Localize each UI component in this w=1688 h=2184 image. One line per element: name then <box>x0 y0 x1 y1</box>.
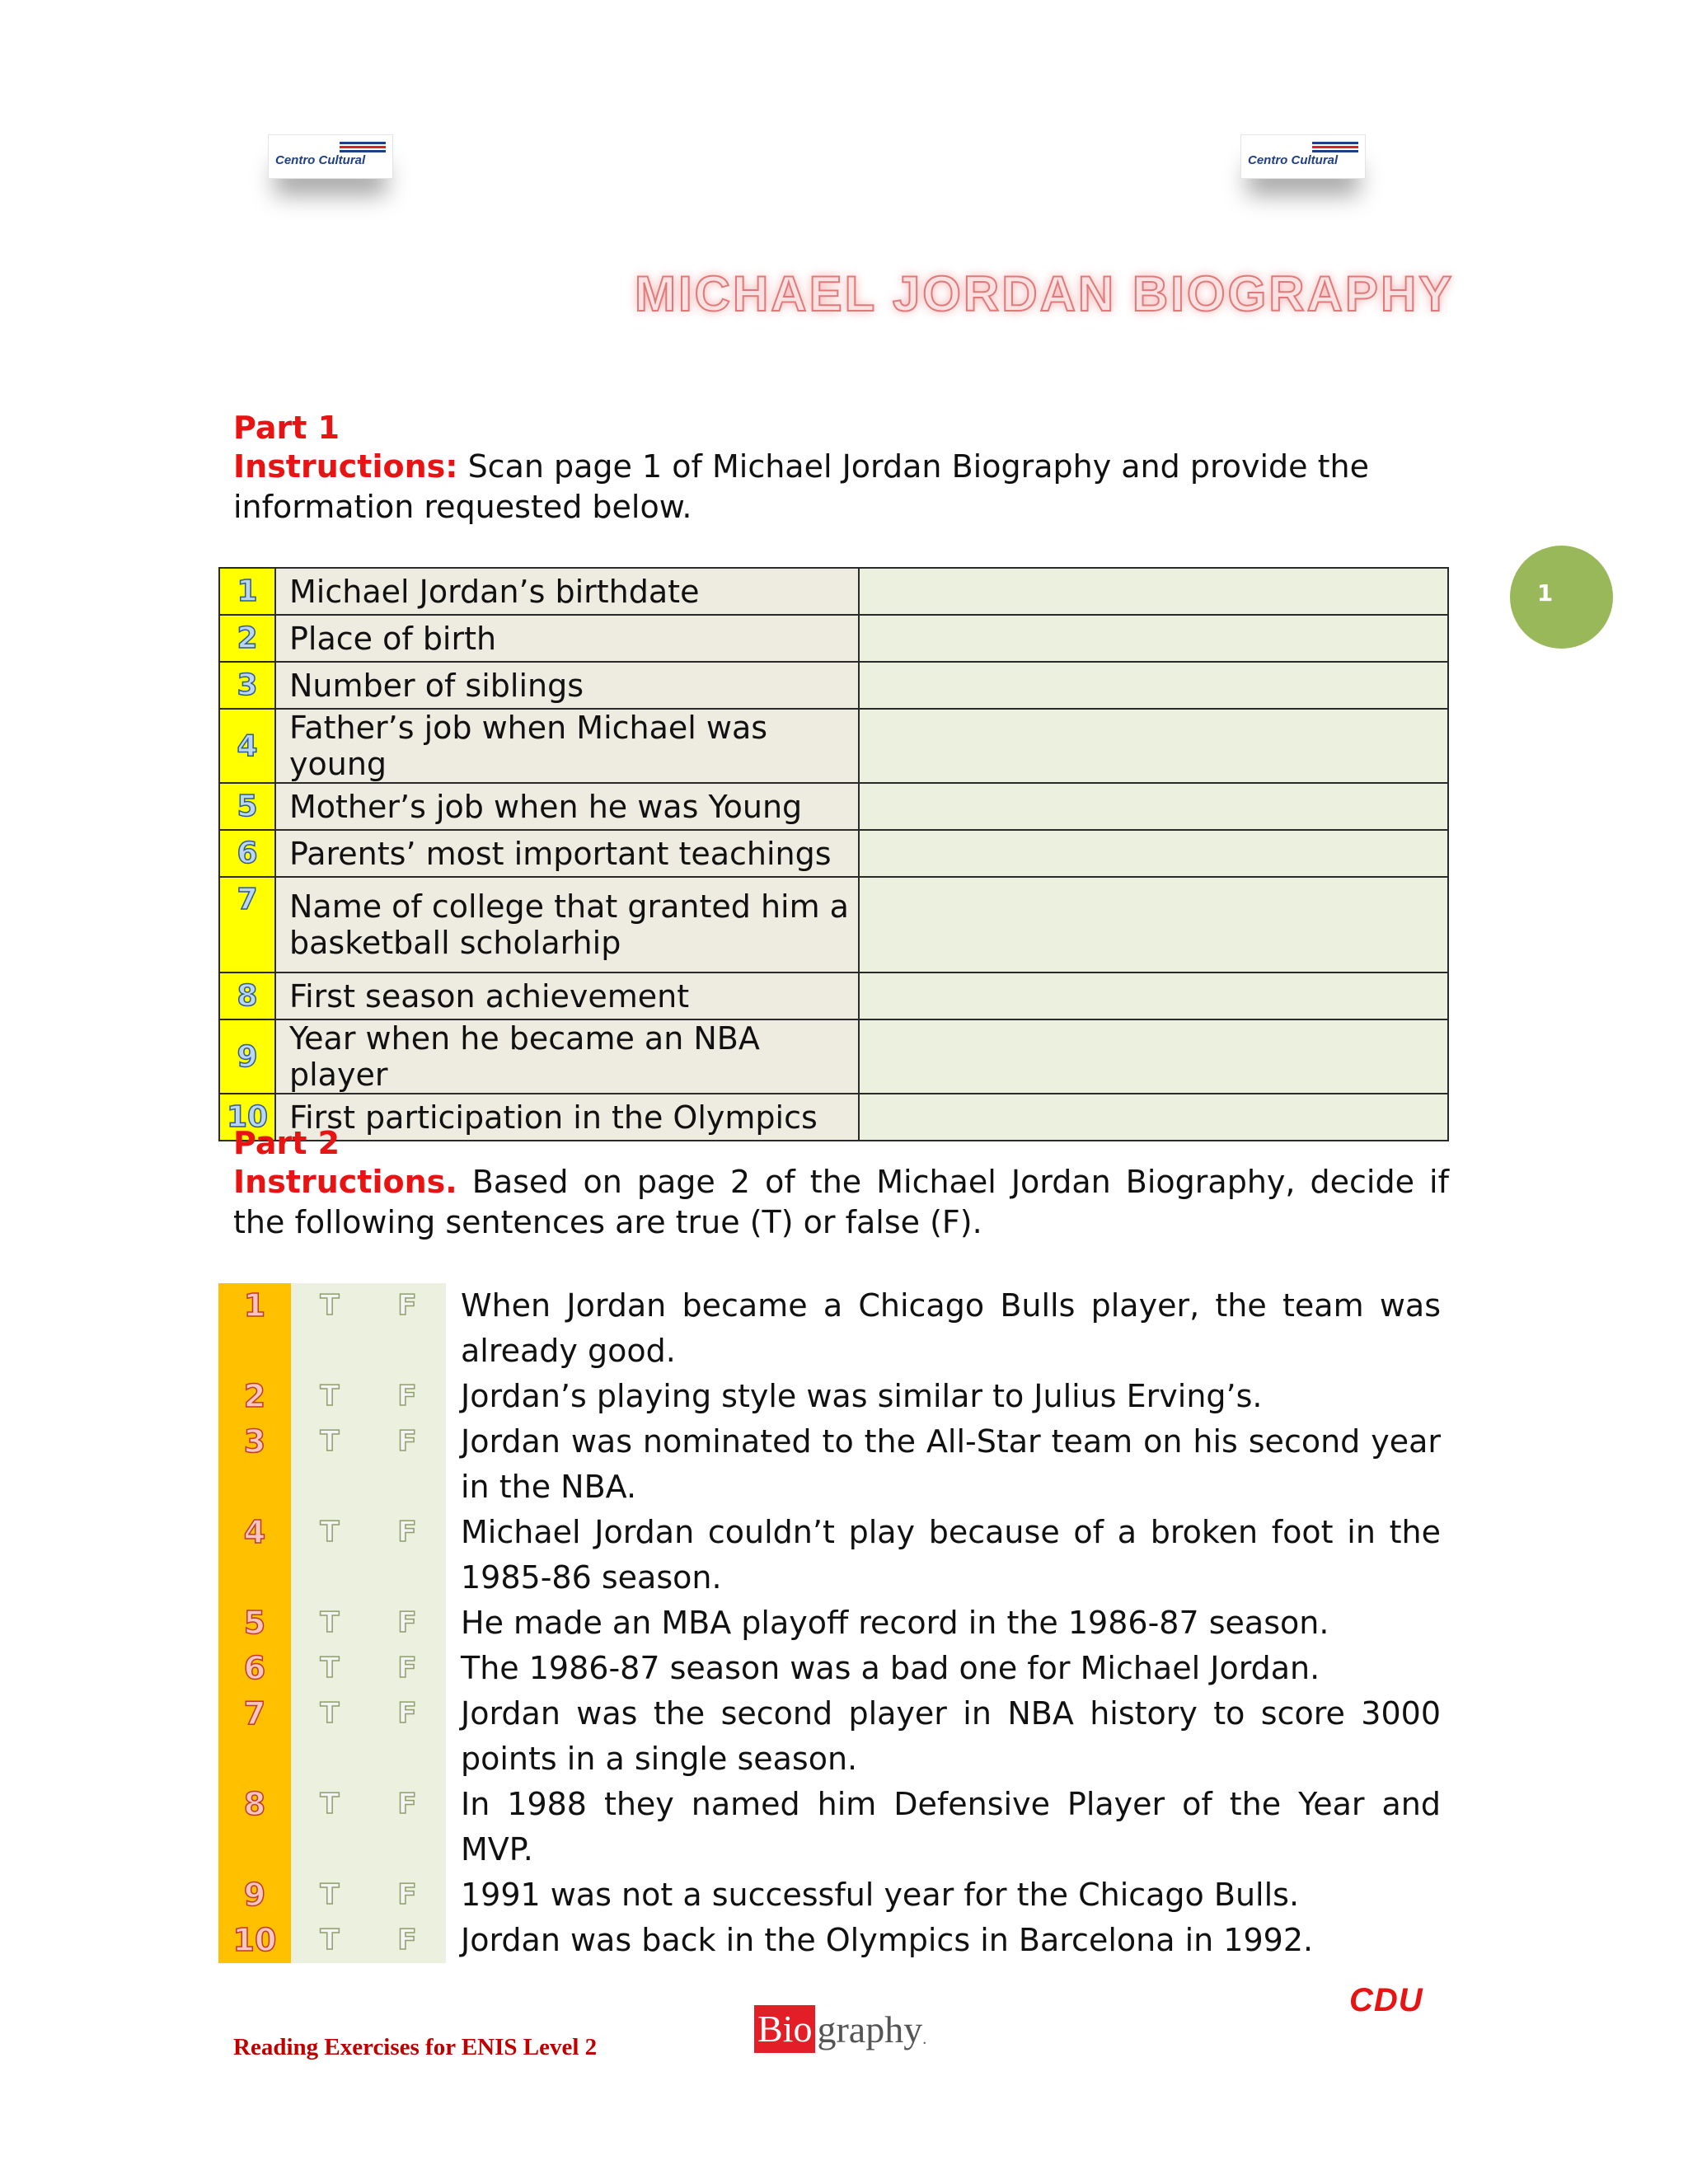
part1-row-number: 5 <box>219 783 275 830</box>
part2-instructions <box>233 1162 1449 1243</box>
part2-statement: Michael Jordan couldn’t play because of a broken foot in the 1985-86 season. <box>461 1514 1441 1596</box>
part2-statement: The 1986-87 season was a bad one for Michael Jordan. <box>461 1650 1320 1686</box>
part1-row <box>219 1019 1448 1094</box>
part1-instructions-text: Scan page 1 of Michael Jordan Biography and provide the information requested below. <box>233 448 1369 525</box>
part1-row <box>219 662 1448 709</box>
part1-row-number: 4 <box>219 709 275 783</box>
true-false-options <box>291 1918 446 1963</box>
part2-instructions-text: Based on page 2 of the Michael Jordan Biography, decide if the following sentences are true (T) or false (F). <box>233 1164 1449 1240</box>
part2-row <box>218 1601 1449 1646</box>
part2-row-number: 3 <box>218 1419 291 1510</box>
part1-answer-cell[interactable] <box>859 615 1448 662</box>
part2-statement: Jordan’s playing style was similar to Julius Erving’s. <box>461 1378 1263 1414</box>
part2-row-number: 7 <box>218 1691 291 1782</box>
false-option[interactable]: F <box>397 1425 417 1458</box>
true-option[interactable]: T <box>320 1606 340 1639</box>
true-option[interactable]: T <box>320 1788 340 1821</box>
part2-statement: Jordan was back in the Olympics in Barcelona in 1992. <box>461 1922 1314 1958</box>
part1-answer-cell[interactable] <box>859 709 1448 783</box>
part1-row-number: 3 <box>219 662 275 709</box>
part1-row <box>219 568 1448 615</box>
part1-row-question: Place of birth <box>275 615 859 662</box>
part2-row <box>218 1419 1449 1510</box>
true-false-options <box>291 1419 446 1510</box>
part1-row-question: Father’s job when Michael was young <box>275 709 859 783</box>
part1-heading: Part 1 <box>233 410 340 446</box>
part1-row-number: 10 <box>219 1094 275 1141</box>
part1-row <box>219 877 1448 972</box>
true-option[interactable]: T <box>320 1380 340 1413</box>
footer-text: Reading Exercises for ENIS Level 2 <box>233 2034 598 2060</box>
true-false-options <box>291 1601 446 1646</box>
part2-row-number: 8 <box>218 1782 291 1872</box>
false-option[interactable]: F <box>397 1606 417 1639</box>
part1-row-number: 9 <box>219 1019 275 1094</box>
biography-logo-bi: Bio <box>754 2005 815 2053</box>
false-option[interactable]: F <box>397 1697 417 1730</box>
true-false-options <box>291 1646 446 1691</box>
part2-row-number: 5 <box>218 1601 291 1646</box>
part2-statement: In 1988 they named him Defensive Player of the Year and MVP. <box>461 1786 1441 1868</box>
part1-answer-cell[interactable] <box>859 1094 1448 1141</box>
part2-statement: Jordan was nominated to the All-Star team on his second year in the NBA. <box>461 1423 1441 1505</box>
part1-instructions-lead: Instructions: <box>233 448 458 485</box>
false-option[interactable]: F <box>397 1289 417 1322</box>
biography-logo-dot: . <box>922 2029 927 2048</box>
part1-row <box>219 830 1448 877</box>
part1-row-number: 2 <box>219 615 275 662</box>
part1-row-question: Name of college that granted him a basketball scholarhip <box>275 877 859 972</box>
part1-row-question: Year when he became an NBA player <box>275 1019 859 1094</box>
logo-text: Centro Cultural <box>1248 153 1339 167</box>
true-option[interactable]: T <box>320 1924 340 1957</box>
part1-answer-cell[interactable] <box>859 662 1448 709</box>
part1-row-question: Number of siblings <box>275 662 859 709</box>
part2-row-number: 2 <box>218 1374 291 1419</box>
part1-row-question: Parents’ most important teachings <box>275 830 859 877</box>
true-false-options <box>291 1510 446 1601</box>
part1-row-number: 1 <box>219 568 275 615</box>
part2-row-number: 6 <box>218 1646 291 1691</box>
part1-row <box>219 615 1448 662</box>
true-option[interactable]: T <box>320 1652 340 1685</box>
part2-statement: 1991 was not a successful year for the Chicago Bulls. <box>461 1877 1300 1913</box>
part2-row <box>218 1646 1449 1691</box>
part1-row <box>219 1094 1448 1141</box>
part1-row-number: 7 <box>219 877 275 972</box>
part2-row-number: 10 <box>218 1918 291 1963</box>
true-false-options <box>291 1283 446 1374</box>
false-option[interactable]: F <box>397 1652 417 1685</box>
biography-logo <box>754 2005 926 2053</box>
part1-row <box>219 783 1448 830</box>
true-option[interactable]: T <box>320 1516 340 1549</box>
part1-row <box>219 709 1448 783</box>
flag-icon <box>340 142 386 153</box>
part2-statement: He made an MBA playoff record in the 1986-87 season. <box>461 1605 1329 1641</box>
part1-instructions <box>233 447 1449 527</box>
flag-icon <box>1312 142 1358 153</box>
true-false-options <box>291 1782 446 1872</box>
part1-answer-cell[interactable] <box>859 783 1448 830</box>
part1-table <box>218 567 1449 1141</box>
false-option[interactable]: F <box>397 1380 417 1413</box>
part2-row <box>218 1374 1449 1419</box>
true-option[interactable]: T <box>320 1289 340 1322</box>
false-option[interactable]: F <box>397 1924 417 1957</box>
true-option[interactable]: T <box>320 1697 340 1730</box>
part2-instructions-lead: Instructions. <box>233 1164 457 1200</box>
part1-answer-cell[interactable] <box>859 830 1448 877</box>
part1-answer-cell[interactable] <box>859 568 1448 615</box>
part2-statement: When Jordan became a Chicago Bulls player, the team was already good. <box>461 1287 1441 1369</box>
part2-row <box>218 1510 1449 1601</box>
true-false-options <box>291 1691 446 1782</box>
page-number-badge <box>1510 546 1613 649</box>
part1-row-question: First participation in the Olympics <box>275 1094 859 1141</box>
part1-answer-cell[interactable] <box>859 877 1448 972</box>
part2-true-false-list <box>218 1283 1449 1963</box>
part2-row <box>218 1872 1449 1918</box>
part1-row-question: Mother’s job when he was Young <box>275 783 859 830</box>
part2-row <box>218 1782 1449 1872</box>
part2-row <box>218 1691 1449 1782</box>
cdu-logo: CDU <box>1349 1982 1423 2018</box>
centro-cultural-logo-left <box>268 134 393 179</box>
part1-answer-cell[interactable] <box>859 1019 1448 1094</box>
part2-row-number: 4 <box>218 1510 291 1601</box>
part1-answer-cell[interactable] <box>859 972 1448 1019</box>
true-false-options <box>291 1374 446 1419</box>
part2-row <box>218 1918 1449 1963</box>
false-option[interactable]: F <box>397 1788 417 1821</box>
biography-logo-rest: graphy <box>817 2008 923 2050</box>
part2-statement: Jordan was the second player in NBA history to score 3000 points in a single season. <box>461 1695 1441 1777</box>
true-option[interactable]: T <box>320 1425 340 1458</box>
false-option[interactable]: F <box>397 1878 417 1911</box>
document-title: MICHAEL JORDAN BIOGRAPHY <box>635 266 1455 321</box>
part1-row-number: 6 <box>219 830 275 877</box>
part1-row <box>219 972 1448 1019</box>
centro-cultural-logo-right <box>1240 134 1366 179</box>
true-option[interactable]: T <box>320 1878 340 1911</box>
part1-row-number: 8 <box>219 972 275 1019</box>
part2-row <box>218 1283 1449 1374</box>
part1-row-question: First season achievement <box>275 972 859 1019</box>
page-number: 1 <box>1536 579 1554 607</box>
false-option[interactable]: F <box>397 1516 417 1549</box>
part2-heading: Part 2 <box>233 1125 340 1161</box>
true-false-options <box>291 1872 446 1918</box>
logo-text: Centro Cultural <box>275 153 366 167</box>
part2-row-number: 1 <box>218 1283 291 1374</box>
part1-row-question: Michael Jordan’s birthdate <box>275 568 859 615</box>
part2-row-number: 9 <box>218 1872 291 1918</box>
